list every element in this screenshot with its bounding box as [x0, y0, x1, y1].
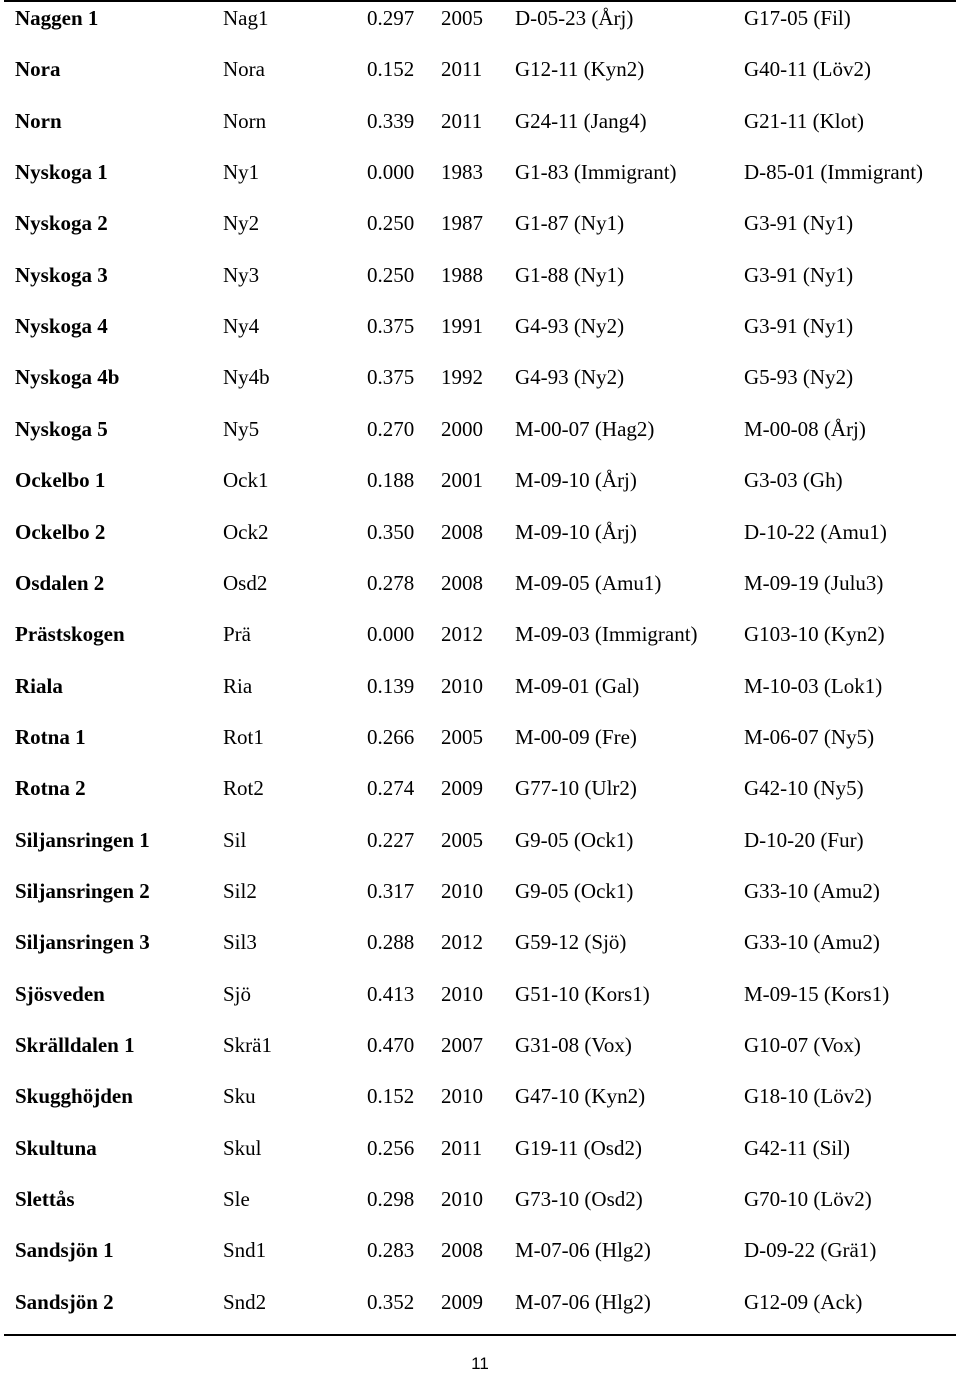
- year-cell: 2010: [441, 981, 483, 1006]
- founder-female-cell: G24-11 (Jang4): [515, 108, 647, 133]
- table-row: [0, 1086, 960, 1137]
- founder-female-cell: M-00-09 (Fre): [515, 724, 637, 749]
- founder-male-cell: G12-09 (Ack): [744, 1289, 863, 1314]
- abbreviation-cell: Ock1: [223, 468, 269, 493]
- year-cell: 2011: [441, 57, 483, 82]
- value-cell: 0.470: [367, 1033, 415, 1057]
- founder-male-cell: M-09-19 (Julu3): [744, 570, 884, 595]
- value-cell: 0.317: [367, 878, 415, 903]
- abbreviation-cell: Skul: [223, 1135, 262, 1160]
- abbreviation-cell: Sil3: [223, 930, 257, 955]
- abbreviation-cell: Snd2: [223, 1289, 267, 1314]
- abbreviation-cell: Ny4: [223, 314, 260, 339]
- year-cell: 2010: [441, 1084, 483, 1109]
- year-cell: 2008: [441, 1238, 483, 1263]
- territory-name-cell: Nora: [15, 57, 61, 82]
- founder-male-cell: M-09-15 (Kors1): [744, 981, 890, 1006]
- founder-female-cell: G59-12 (Sjö): [515, 930, 627, 955]
- year-cell: 1991: [441, 314, 483, 339]
- founder-male-cell: G33-10 (Amu2): [744, 878, 880, 903]
- founder-female-cell: G1-87 (Ny1): [515, 211, 625, 236]
- territory-name-cell: Nyskoga 2: [15, 211, 108, 236]
- founder-female-cell: M-07-06 (Hlg2): [515, 1289, 651, 1314]
- value-cell: 0.256: [367, 1135, 415, 1160]
- year-cell: 2012: [441, 930, 483, 955]
- table-row: [0, 878, 960, 932]
- abbreviation-cell: Rot2: [223, 776, 264, 801]
- founder-female-cell: M-00-07 (Hag2): [515, 416, 655, 441]
- territory-name-cell: Nyskoga 4b: [15, 365, 120, 390]
- year-cell: 2011: [441, 1135, 483, 1160]
- value-cell: 0.283: [367, 1238, 415, 1263]
- table-row: [0, 470, 960, 521]
- year-cell: 2011: [441, 108, 483, 133]
- table-row: [0, 108, 960, 162]
- value-cell: 0.274: [367, 776, 415, 801]
- founder-female-cell: D-05-23 (Årj): [515, 6, 634, 30]
- abbreviation-cell: Nora: [223, 57, 265, 82]
- abbreviation-cell: Norn: [223, 108, 267, 133]
- year-cell: 2001: [441, 468, 483, 493]
- founder-female-cell: G4-93 (Ny2): [515, 365, 625, 390]
- territory-name-cell: Naggen 1: [15, 6, 99, 30]
- founder-female-cell: G19-11 (Osd2): [515, 1135, 642, 1160]
- year-cell: 2012: [441, 622, 483, 647]
- table-row: [0, 827, 960, 881]
- table-row: [0, 1135, 960, 1189]
- founder-female-cell: G9-05 (Ock1): [515, 827, 634, 852]
- territory-name-cell: Prästskogen: [15, 622, 125, 647]
- founder-female-cell: G9-05 (Ock1): [515, 878, 634, 903]
- value-cell: 0.188: [367, 468, 415, 493]
- year-cell: 2008: [441, 570, 483, 595]
- table-row: [0, 519, 960, 573]
- abbreviation-cell: Sjö: [223, 981, 252, 1006]
- table-row: [0, 8, 960, 59]
- table-row: [0, 673, 960, 727]
- abbreviation-cell: Osd2: [223, 570, 268, 595]
- value-cell: 0.000: [367, 622, 415, 647]
- value-cell: 0.152: [367, 57, 415, 82]
- territory-name-cell: Skrälldalen 1: [15, 1033, 135, 1057]
- value-cell: 0.297: [367, 6, 415, 30]
- value-cell: 0.375: [367, 314, 415, 339]
- value-cell: 0.339: [367, 108, 415, 133]
- abbreviation-cell: Ny5: [223, 416, 260, 441]
- value-cell: 0.298: [367, 1187, 415, 1212]
- year-cell: 1983: [441, 160, 483, 185]
- year-cell: 1988: [441, 262, 483, 287]
- founder-male-cell: G21-11 (Klot): [744, 108, 864, 133]
- table-row: [0, 724, 960, 778]
- table-row: [0, 262, 960, 316]
- territory-name-cell: Sandsjön 1: [15, 1238, 114, 1263]
- territory-name-cell: Siljansringen 2: [15, 878, 150, 903]
- founder-male-cell: G3-91 (Ny1): [744, 314, 854, 339]
- founder-female-cell: M-09-05 (Amu1): [515, 570, 662, 595]
- founder-female-cell: G1-83 (Immigrant): [515, 160, 677, 185]
- founder-male-cell: G3-91 (Ny1): [744, 262, 854, 287]
- abbreviation-cell: Sku: [223, 1084, 256, 1109]
- founder-male-cell: D-10-20 (Fur): [744, 827, 864, 852]
- table-row: [0, 59, 960, 110]
- table-row: [0, 570, 960, 624]
- founder-female-cell: G31-08 (Vox): [515, 1033, 632, 1057]
- value-cell: 0.250: [367, 211, 415, 236]
- value-cell: 0.152: [367, 1084, 415, 1109]
- territory-name-cell: Rotna 1: [15, 724, 86, 749]
- territory-name-cell: Nyskoga 3: [15, 262, 108, 287]
- founder-male-cell: G3-91 (Ny1): [744, 211, 854, 236]
- year-cell: 2005: [441, 6, 483, 30]
- value-cell: 0.227: [367, 827, 415, 852]
- territory-name-cell: Nyskoga 4: [15, 314, 108, 339]
- abbreviation-cell: Rot1: [223, 724, 264, 749]
- abbreviation-cell: Nag1: [223, 6, 269, 30]
- year-cell: 2010: [441, 878, 483, 903]
- table-row: [0, 1240, 960, 1291]
- territory-name-cell: Ockelbo 1: [15, 468, 106, 493]
- founder-male-cell: M-10-03 (Lok1): [744, 673, 883, 698]
- founder-male-cell: D-85-01 (Immigrant): [744, 160, 924, 185]
- abbreviation-cell: Snd1: [223, 1238, 267, 1263]
- abbreviation-cell: Sil2: [223, 878, 257, 903]
- territory-name-cell: Riala: [15, 673, 63, 698]
- founder-male-cell: D-09-22 (Grä1): [744, 1238, 877, 1263]
- abbreviation-cell: Sil: [223, 827, 247, 852]
- value-cell: 0.000: [367, 160, 415, 185]
- year-cell: 2007: [441, 1033, 483, 1057]
- value-cell: 0.270: [367, 416, 415, 441]
- value-cell: 0.139: [367, 673, 415, 698]
- founder-male-cell: G33-10 (Amu2): [744, 930, 880, 955]
- founder-male-cell: G42-11 (Sil): [744, 1135, 850, 1160]
- founder-female-cell: G12-11 (Kyn2): [515, 57, 645, 82]
- table-top-rule: [4, 0, 956, 2]
- territory-name-cell: Skultuna: [15, 1135, 97, 1160]
- founder-male-cell: G10-07 (Vox): [744, 1033, 861, 1057]
- table-row: [0, 778, 960, 829]
- territory-name-cell: Sjösveden: [15, 981, 105, 1006]
- territory-name-cell: Nyskoga 1: [15, 160, 108, 185]
- founder-female-cell: G51-10 (Kors1): [515, 981, 650, 1006]
- abbreviation-cell: Ny1: [223, 160, 260, 185]
- value-cell: 0.278: [367, 570, 415, 595]
- territory-name-cell: Siljansringen 1: [15, 827, 150, 852]
- value-cell: 0.375: [367, 365, 415, 390]
- table-row: [0, 981, 960, 1035]
- table-row: [0, 213, 960, 264]
- founder-male-cell: G3-03 (Gh): [744, 468, 843, 493]
- table-row: [0, 367, 960, 418]
- founder-female-cell: G1-88 (Ny1): [515, 262, 625, 287]
- territory-name-cell: Nyskoga 5: [15, 416, 108, 441]
- abbreviation-cell: Ny2: [223, 211, 260, 236]
- value-cell: 0.288: [367, 930, 415, 955]
- founder-male-cell: G70-10 (Löv2): [744, 1187, 872, 1212]
- year-cell: 2005: [441, 827, 483, 852]
- founder-female-cell: G77-10 (Ulr2): [515, 776, 637, 801]
- table-row: [0, 1189, 960, 1240]
- abbreviation-cell: Skrä1: [223, 1033, 272, 1057]
- territory-name-cell: Slettås: [15, 1187, 75, 1212]
- abbreviation-cell: Ny3: [223, 262, 260, 287]
- founder-female-cell: G73-10 (Osd2): [515, 1187, 643, 1212]
- year-cell: 1992: [441, 365, 483, 390]
- founder-male-cell: G42-10 (Ny5): [744, 776, 864, 801]
- year-cell: 1987: [441, 211, 483, 236]
- founder-female-cell: M-07-06 (Hlg2): [515, 1238, 651, 1263]
- table-row: [0, 416, 960, 470]
- abbreviation-cell: Ny4b: [223, 365, 270, 390]
- founder-female-cell: M-09-10 (Årj): [515, 519, 637, 544]
- founder-female-cell: G47-10 (Kyn2): [515, 1084, 646, 1109]
- value-cell: 0.350: [367, 519, 415, 544]
- year-cell: 2000: [441, 416, 483, 441]
- year-cell: 2005: [441, 724, 483, 749]
- year-cell: 2009: [441, 1289, 483, 1314]
- territory-name-cell: Skugghöjden: [15, 1084, 133, 1109]
- territory-name-cell: Rotna 2: [15, 776, 86, 801]
- founder-female-cell: M-09-03 (Immigrant): [515, 622, 698, 647]
- founder-male-cell: G17-05 (Fil): [744, 6, 851, 30]
- territory-name-cell: Ockelbo 2: [15, 519, 106, 544]
- abbreviation-cell: Prä: [223, 622, 251, 647]
- territory-name-cell: Siljansringen 3: [15, 930, 150, 955]
- founder-male-cell: D-10-22 (Amu1): [744, 519, 887, 544]
- abbreviation-cell: Ock2: [223, 519, 269, 544]
- value-cell: 0.266: [367, 724, 415, 749]
- founder-female-cell: M-09-01 (Gal): [515, 673, 640, 698]
- founder-female-cell: M-09-10 (Årj): [515, 468, 637, 493]
- table-row: [0, 162, 960, 213]
- table-row: [0, 1035, 960, 1086]
- territory-name-cell: Norn: [15, 108, 62, 133]
- year-cell: 2010: [441, 673, 483, 698]
- table-row: [0, 316, 960, 367]
- value-cell: 0.250: [367, 262, 415, 287]
- founder-male-cell: G5-93 (Ny2): [744, 365, 854, 390]
- territory-name-cell: Sandsjön 2: [15, 1289, 114, 1314]
- founder-female-cell: G4-93 (Ny2): [515, 314, 625, 339]
- year-cell: 2009: [441, 776, 483, 801]
- table-row: [0, 624, 960, 675]
- founder-male-cell: G18-10 (Löv2): [744, 1084, 872, 1109]
- founder-male-cell: M-00-08 (Årj): [744, 416, 866, 441]
- year-cell: 2008: [441, 519, 483, 544]
- founder-male-cell: G40-11 (Löv2): [744, 57, 871, 82]
- abbreviation-cell: Sle: [223, 1187, 250, 1212]
- value-cell: 0.352: [367, 1289, 415, 1314]
- page-number: 11: [471, 1354, 489, 1373]
- table-bottom-rule: [4, 1334, 956, 1336]
- value-cell: 0.413: [367, 981, 415, 1006]
- table-row: [0, 932, 960, 983]
- abbreviation-cell: Ria: [223, 673, 253, 698]
- founder-male-cell: M-06-07 (Ny5): [744, 724, 875, 749]
- founder-male-cell: G103-10 (Kyn2): [744, 622, 885, 647]
- year-cell: 2010: [441, 1187, 483, 1212]
- territory-name-cell: Osdalen 2: [15, 570, 105, 595]
